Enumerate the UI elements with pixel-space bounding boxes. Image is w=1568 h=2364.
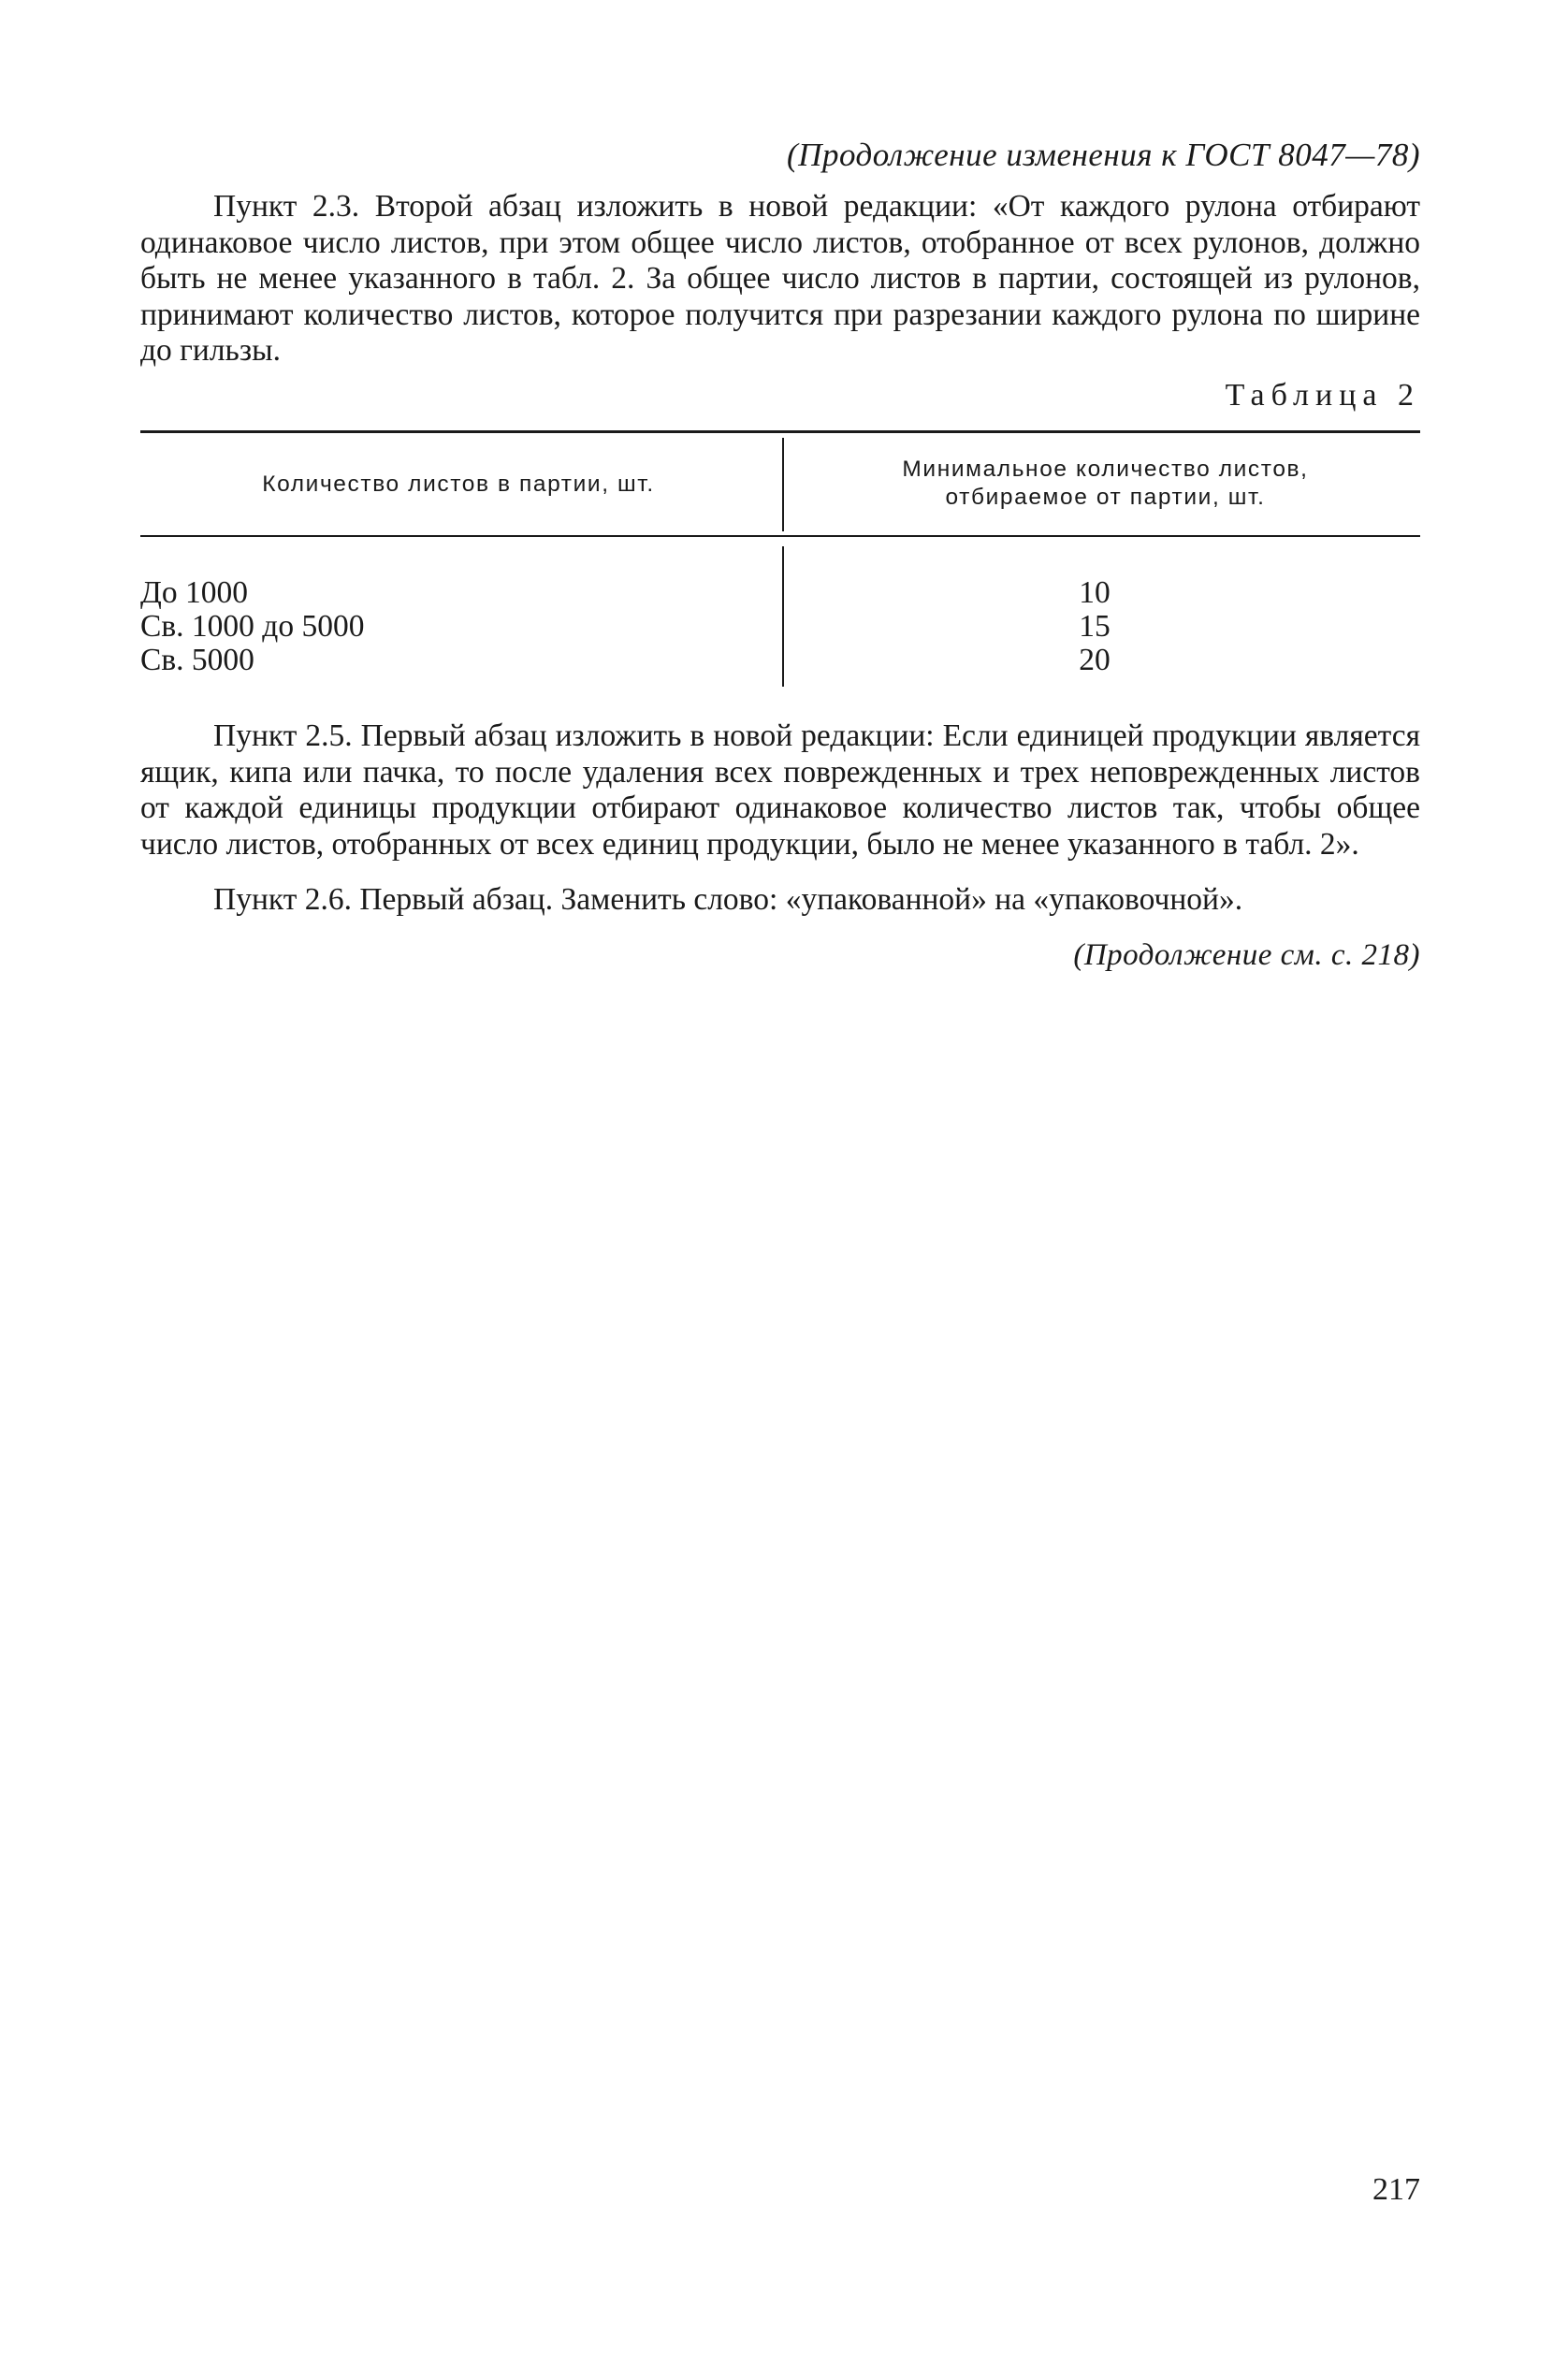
table-header-rule	[140, 535, 1420, 537]
page-number: 217	[1372, 2172, 1420, 2207]
table-top-rule	[140, 430, 1420, 433]
table-header-divider	[782, 438, 784, 531]
table-body-divider	[782, 546, 784, 687]
table-cell-quantity: Св. 1000 до 5000	[140, 609, 365, 644]
table-caption: Таблица 2	[1225, 378, 1420, 413]
table-cell-minimum: 10	[1079, 575, 1111, 610]
paragraph-2-6: Пункт 2.6. Первый абзац. Заменить слово: «упакованной» на «упаковочной».	[213, 882, 1243, 917]
paragraph-2-3: Пункт 2.3. Второй абзац изложить в новой редакции: «От каждого рулона отбирают одинаковое число листов, при этом общее число листов, отобранное от всех рулонов, должно быть не менее указанного в табл. 2. За общее число листов в партии, состоящей из рулонов, принимают количество листов, которое получится при разрезании каждого рулона по ширине до гильзы.	[140, 189, 1420, 368]
table-cell-minimum: 15	[1079, 609, 1111, 644]
continuation-header: (Продолжение изменения к ГОСТ 8047—78)	[787, 137, 1420, 173]
table-cell-quantity: Св. 5000	[140, 643, 254, 677]
table-cell-quantity: До 1000	[140, 575, 248, 610]
table-header-minimum-line-2: отбираемое от партии, шт.	[945, 485, 1266, 510]
paragraph-2-5: Пункт 2.5. Первый абзац изложить в новой редакции: Если единицей продукции является ящик, кипа или пачка, то после удаления всех поврежденных и трех неповрежденных листов от каждой единицы продукции отбирают одинаковое количество листов так, чтобы общее число листов, отобранных от всех единиц продукции, было не менее указанного в табл. 2».	[140, 718, 1420, 862]
table-header-quantity: Количество листов в партии, шт.	[262, 471, 655, 497]
table-cell-minimum: 20	[1079, 643, 1111, 677]
continuation-footer: (Продолжение см. с. 218)	[1073, 938, 1420, 972]
table-header-minimum-line-1: Минимальное количество листов,	[902, 457, 1309, 482]
table-header-minimum	[791, 456, 1420, 512]
